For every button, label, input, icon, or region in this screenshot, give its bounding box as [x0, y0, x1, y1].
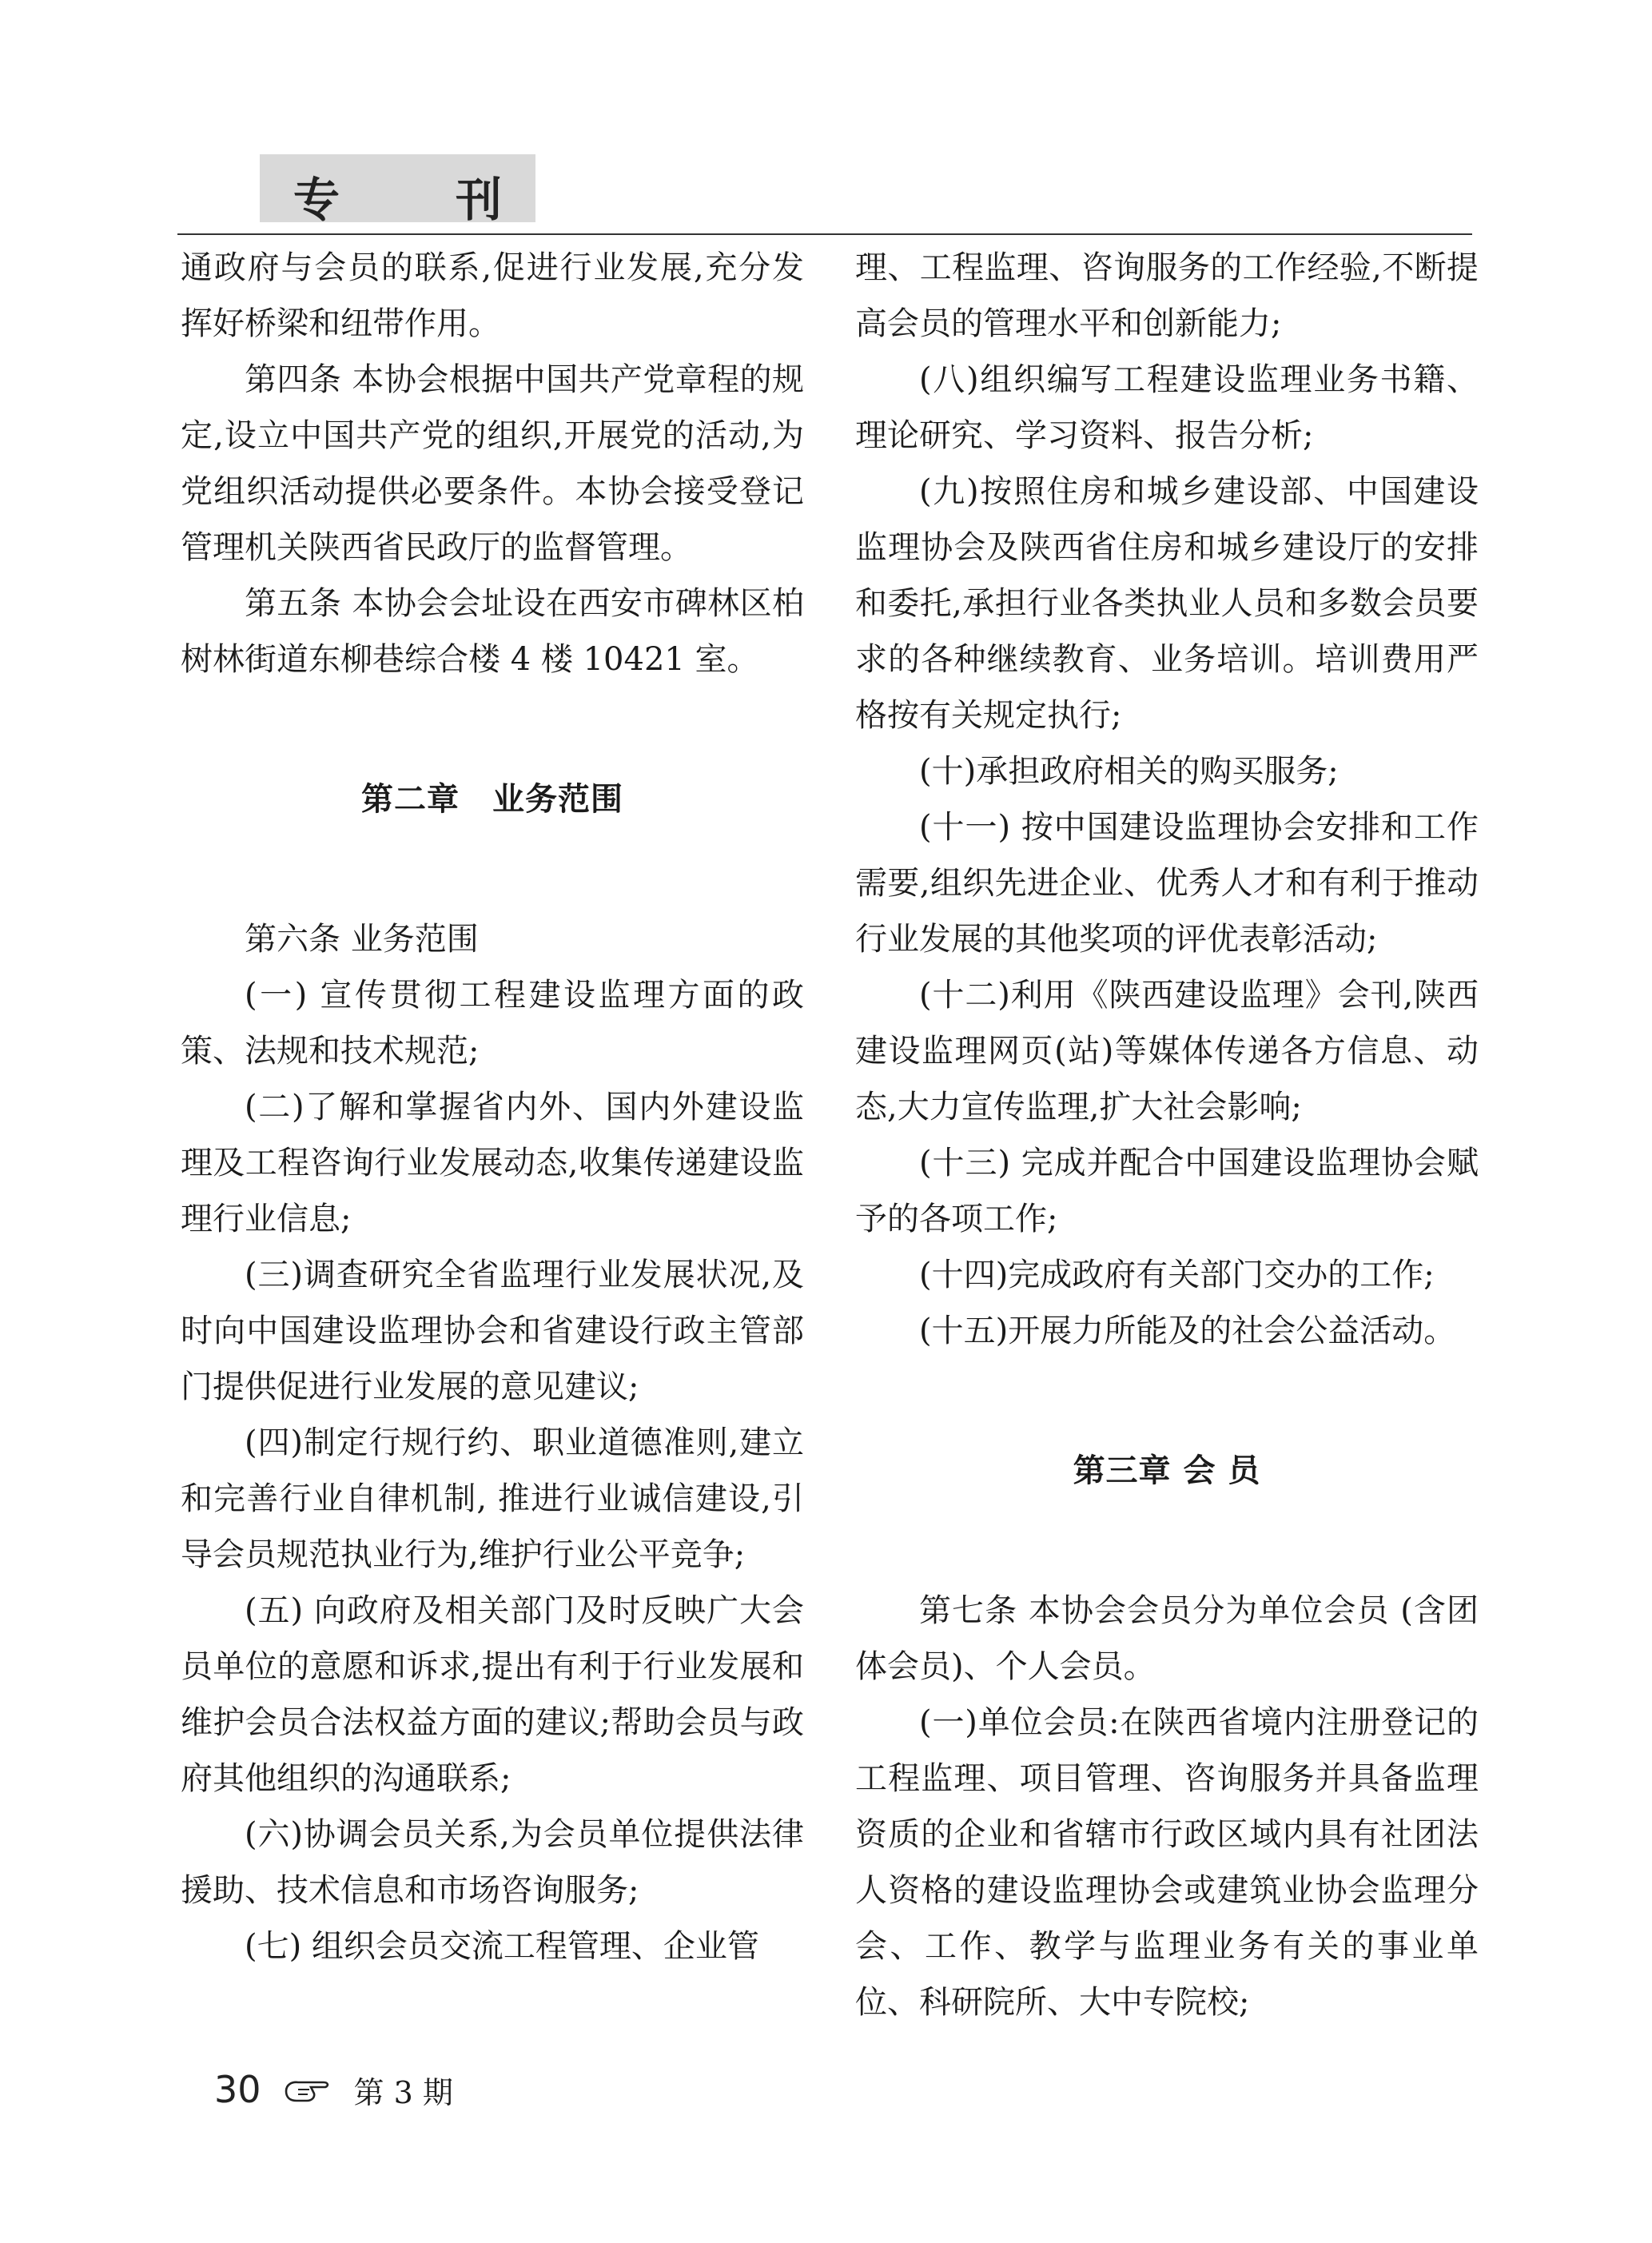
paragraph: (七) 组织会员交流工程管理、企业管 — [245, 1928, 759, 1965]
paragraph: 第六条 业务范围 — [245, 921, 479, 958]
page-footer — [214, 2066, 453, 2114]
issue-label: 第 3 期 — [353, 2074, 453, 2110]
paragraph: (二)了解和掌握省内外、国内外建设监理及工程咨询行业发展动态,收集传递建设监理行业信息; — [181, 1089, 804, 1237]
paragraph: (十四)完成政府有关部门交办的工作; — [919, 1257, 1435, 1293]
paragraph: (十三) 完成并配合中国建设监理协会赋予的各项工作; — [855, 1145, 1479, 1237]
left-column — [181, 240, 804, 1974]
header-rule — [177, 233, 1472, 235]
chapter-heading: 第三章 会 员 — [1073, 1452, 1261, 1489]
paragraph: 理、工程监理、咨询服务的工作经验,不断提高会员的管理水平和创新能力; — [855, 249, 1479, 342]
paragraph: (八)组织编写工程建设监理业务书籍、理论研究、学习资料、报告分析; — [855, 361, 1479, 454]
chapter-heading: 第二章 业务范围 — [361, 781, 623, 818]
paragraph: (五) 向政府及相关部门及时反映广大会员单位的意愿和诉求,提出有利于行业发展和维护会员合法权益方面的建议;帮助会员与政府其他组织的沟通联系; — [181, 1592, 804, 1797]
paragraph: (三)调查研究全省监理行业发展状况,及时向中国建设监理协会和省建设行政主管部门提供促进行业发展的意见建议; — [181, 1257, 804, 1405]
paragraph: (九)按照住房和城乡建设部、中国建设监理协会及陕西省住房和城乡建设厅的安排和委托,承担行业各类执业人员和多数会员要求的各种继续教育、业务培训。培训费用严格按有关规定执行; — [855, 473, 1479, 734]
pointing-hand-icon — [284, 2074, 332, 2106]
section-tab — [260, 154, 535, 227]
page-number: 30 — [214, 2068, 261, 2111]
paragraph: (四)制定行规行约、职业道德准则,建立和完善行业自律机制, 推进行业诚信建设,引导会员规范执业行为,维护行业公平竞争; — [181, 1424, 804, 1573]
section-tab-char-1: 专 — [293, 173, 340, 227]
paragraph: (十)承担政府相关的购买服务; — [919, 753, 1339, 790]
paragraph: 第四条 本协会根据中国共产党章程的规定,设立中国共产党的组织,开展党的活动,为党组织活动提供必要条件。本协会接受登记管理机关陕西省民政厅的监督管理。 — [181, 361, 804, 566]
paragraph: (十五)开展力所能及的社会公益活动。 — [919, 1313, 1456, 1349]
paragraph: 第七条 本协会会员分为单位会员 (含团体会员)、个人会员。 — [855, 1592, 1479, 1685]
paragraph: (一) 宣传贯彻工程建设监理方面的政策、法规和技术规范; — [181, 977, 804, 1070]
paragraph: 第五条 本协会会址设在西安市碑林区柏树林街道东柳巷综合楼 4 楼 10421 室。 — [181, 585, 804, 678]
right-column — [855, 240, 1479, 2030]
section-tab-char-2: 刊 — [456, 173, 503, 227]
paragraph: (十一) 按中国建设监理协会安排和工作需要,组织先进企业、优秀人才和有利于推动行业发展的其他奖项的评优表彰活动; — [855, 809, 1479, 958]
paragraph: 通政府与会员的联系,促进行业发展,充分发挥好桥梁和纽带作用。 — [181, 249, 804, 342]
paragraph: (一)单位会员:在陕西省境内注册登记的工程监理、项目管理、咨询服务并具备监理资质的企业和省辖市行政区域内具有社团法人资格的建设监理协会或建筑业协会监理分会、工作、教学与监理业务有关的事业单位、科研院所、大中专院校; — [855, 1704, 1479, 2021]
paragraph: (十二)利用《陕西建设监理》会刊,陕西建设监理网页(站)等媒体传递各方信息、动态,大力宣传监理,扩大社会影响; — [855, 977, 1479, 1125]
paragraph: (六)协调会员关系,为会员单位提供法律援助、技术信息和市场咨询服务; — [181, 1816, 804, 1909]
